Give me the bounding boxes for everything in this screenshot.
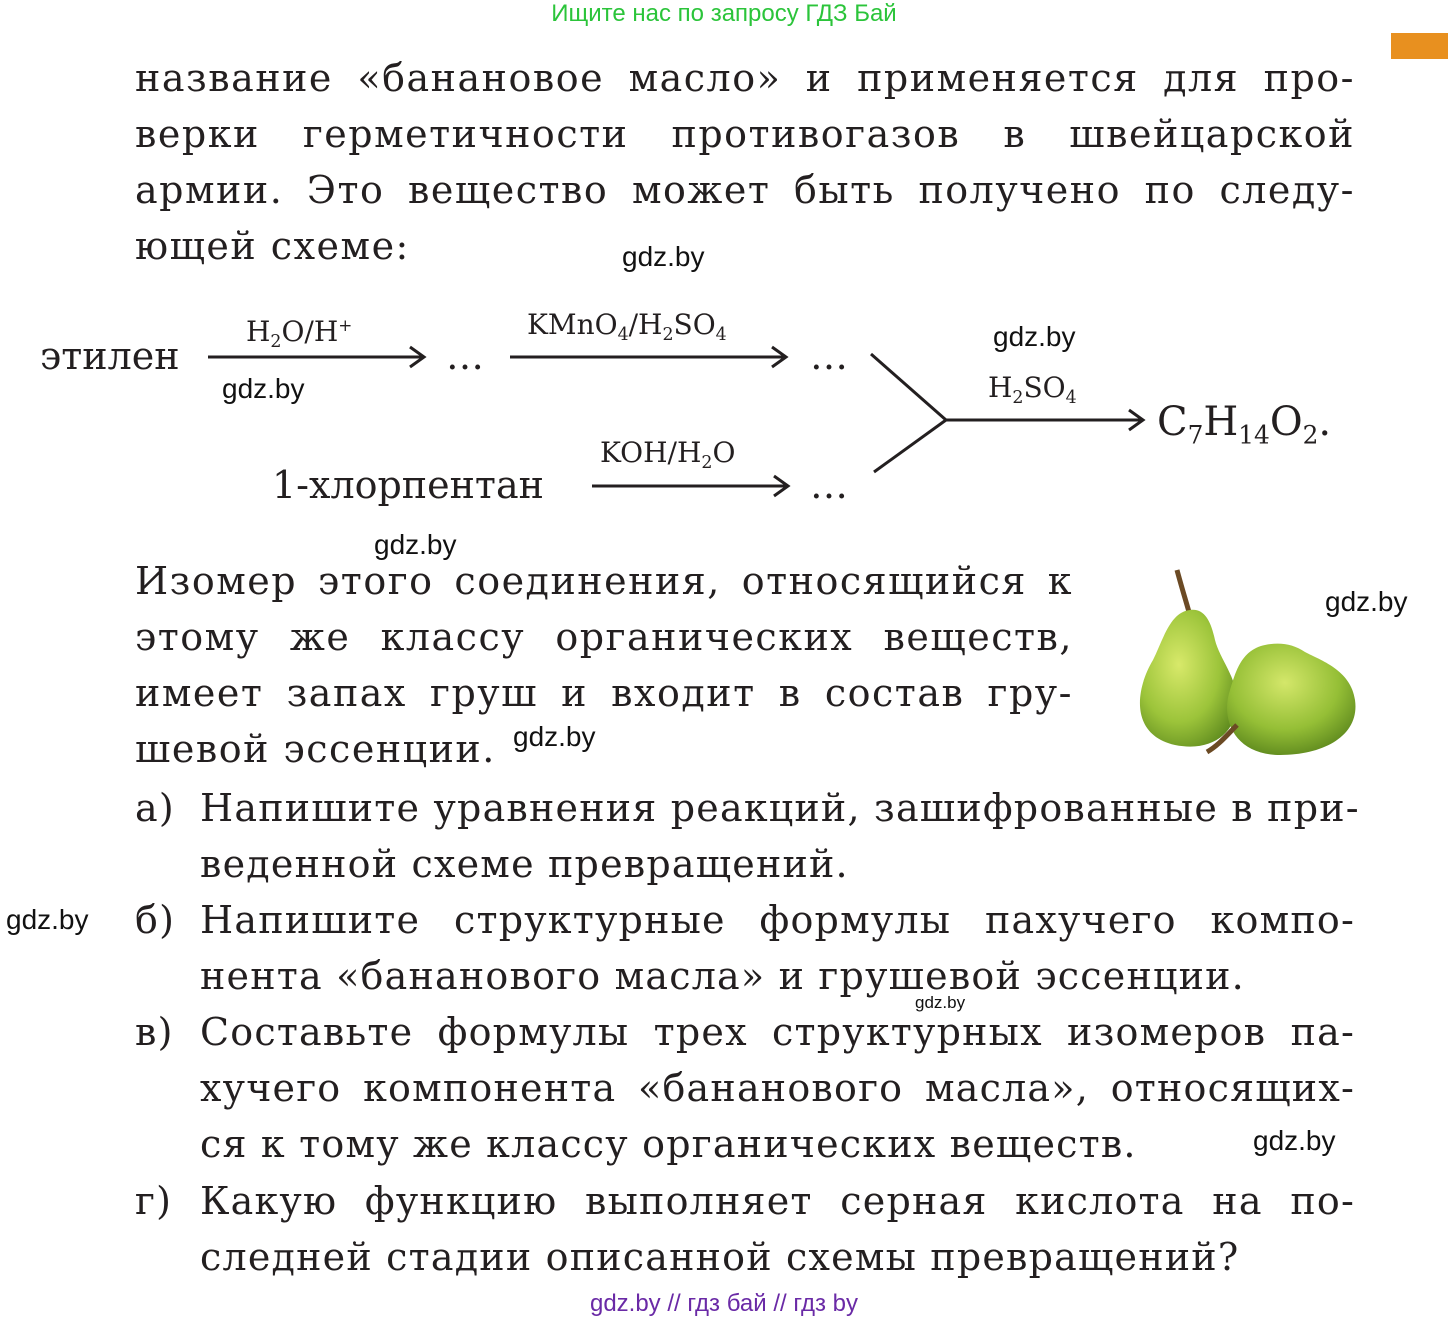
watermark: gdz.by xyxy=(513,721,596,752)
reagent-h2so4: $H_2SO_4$ xyxy=(988,371,1077,409)
reaction-scheme xyxy=(0,290,1448,530)
top-banner[interactable]: Ищите нас по запросу ГДЗ Бай xyxy=(551,0,897,27)
chloropentane-label: 1-хлорпентан xyxy=(272,463,544,507)
merge-line-top xyxy=(871,354,946,420)
watermark: gdz.by xyxy=(1325,586,1408,617)
task-line: нента «бананового масла» и грушевой эссенции. xyxy=(200,954,1245,998)
task-line: хучего компонента «бананового масла», относящих- xyxy=(200,1066,1355,1110)
watermark: gdz.by xyxy=(915,993,966,1012)
merge-line-bottom xyxy=(874,420,946,472)
isomer-line: имеет запах груш и входит в состав гру- xyxy=(135,671,1073,715)
watermark: gdz.by xyxy=(993,321,1076,352)
task-line: Напишите структурные формулы пахучего компо- xyxy=(200,898,1355,942)
watermark: gdz.by xyxy=(1253,1125,1336,1156)
task-marker: г) xyxy=(135,1179,173,1223)
intermediate-dots-1: … xyxy=(446,334,484,378)
isomer-paragraph xyxy=(135,553,1073,777)
intro-line: верки герметичности противогазов в швейцарской xyxy=(135,112,1355,156)
intermediate-dots-3: … xyxy=(810,463,848,507)
task-line: Напишите уравнения реакций, зашифрованные в при- xyxy=(200,786,1360,830)
intro-line: армии. Это вещество может быть получено по следу- xyxy=(135,168,1355,212)
task-line: Какую функцию выполняет серная кислота на по- xyxy=(200,1179,1355,1223)
intro-paragraph xyxy=(135,50,1355,274)
task-line: Составьте формулы трех структурных изомеров па- xyxy=(200,1010,1355,1054)
task-line: следней стадии описанной схемы превращений? xyxy=(200,1235,1240,1279)
task-line: ся к тому же классу органических веществ. xyxy=(200,1122,1137,1166)
intro-line: название «банановое масло» и применяется для про- xyxy=(135,56,1355,100)
ethylene-label: этилен xyxy=(40,334,180,378)
page-tab-marker xyxy=(1391,33,1448,59)
intermediate-dots-2: … xyxy=(810,334,848,378)
footer-links[interactable]: gdz.by // гдз бай // гдз by xyxy=(589,1290,859,1317)
watermark: gdz.by xyxy=(222,373,305,404)
reagent-water-acid: $H_2O/H^+$ xyxy=(246,315,353,353)
watermark: gdz.by xyxy=(6,904,89,935)
task-line: веденной схеме превращений. xyxy=(200,842,849,886)
isomer-line: этому же классу органических веществ, xyxy=(135,615,1073,659)
watermark: gdz.by xyxy=(622,241,705,272)
reagent-koh: KOH/$H_2O$ xyxy=(600,436,736,474)
intro-line: ющей схеме: xyxy=(135,224,410,268)
task-marker: в) xyxy=(135,1010,174,1054)
product-formula: $C_7H_{14}O_2$. xyxy=(1157,399,1332,450)
task-marker: а) xyxy=(135,786,175,830)
watermark: gdz.by xyxy=(374,529,457,560)
reagent-kmno4: $KMnO_4/H_2SO_4$ xyxy=(527,308,727,346)
isomer-line: Изомер этого соединения, относящийся к xyxy=(135,559,1073,603)
isomer-line: шевой эссенции. xyxy=(135,727,496,771)
task-marker: б) xyxy=(135,898,176,942)
